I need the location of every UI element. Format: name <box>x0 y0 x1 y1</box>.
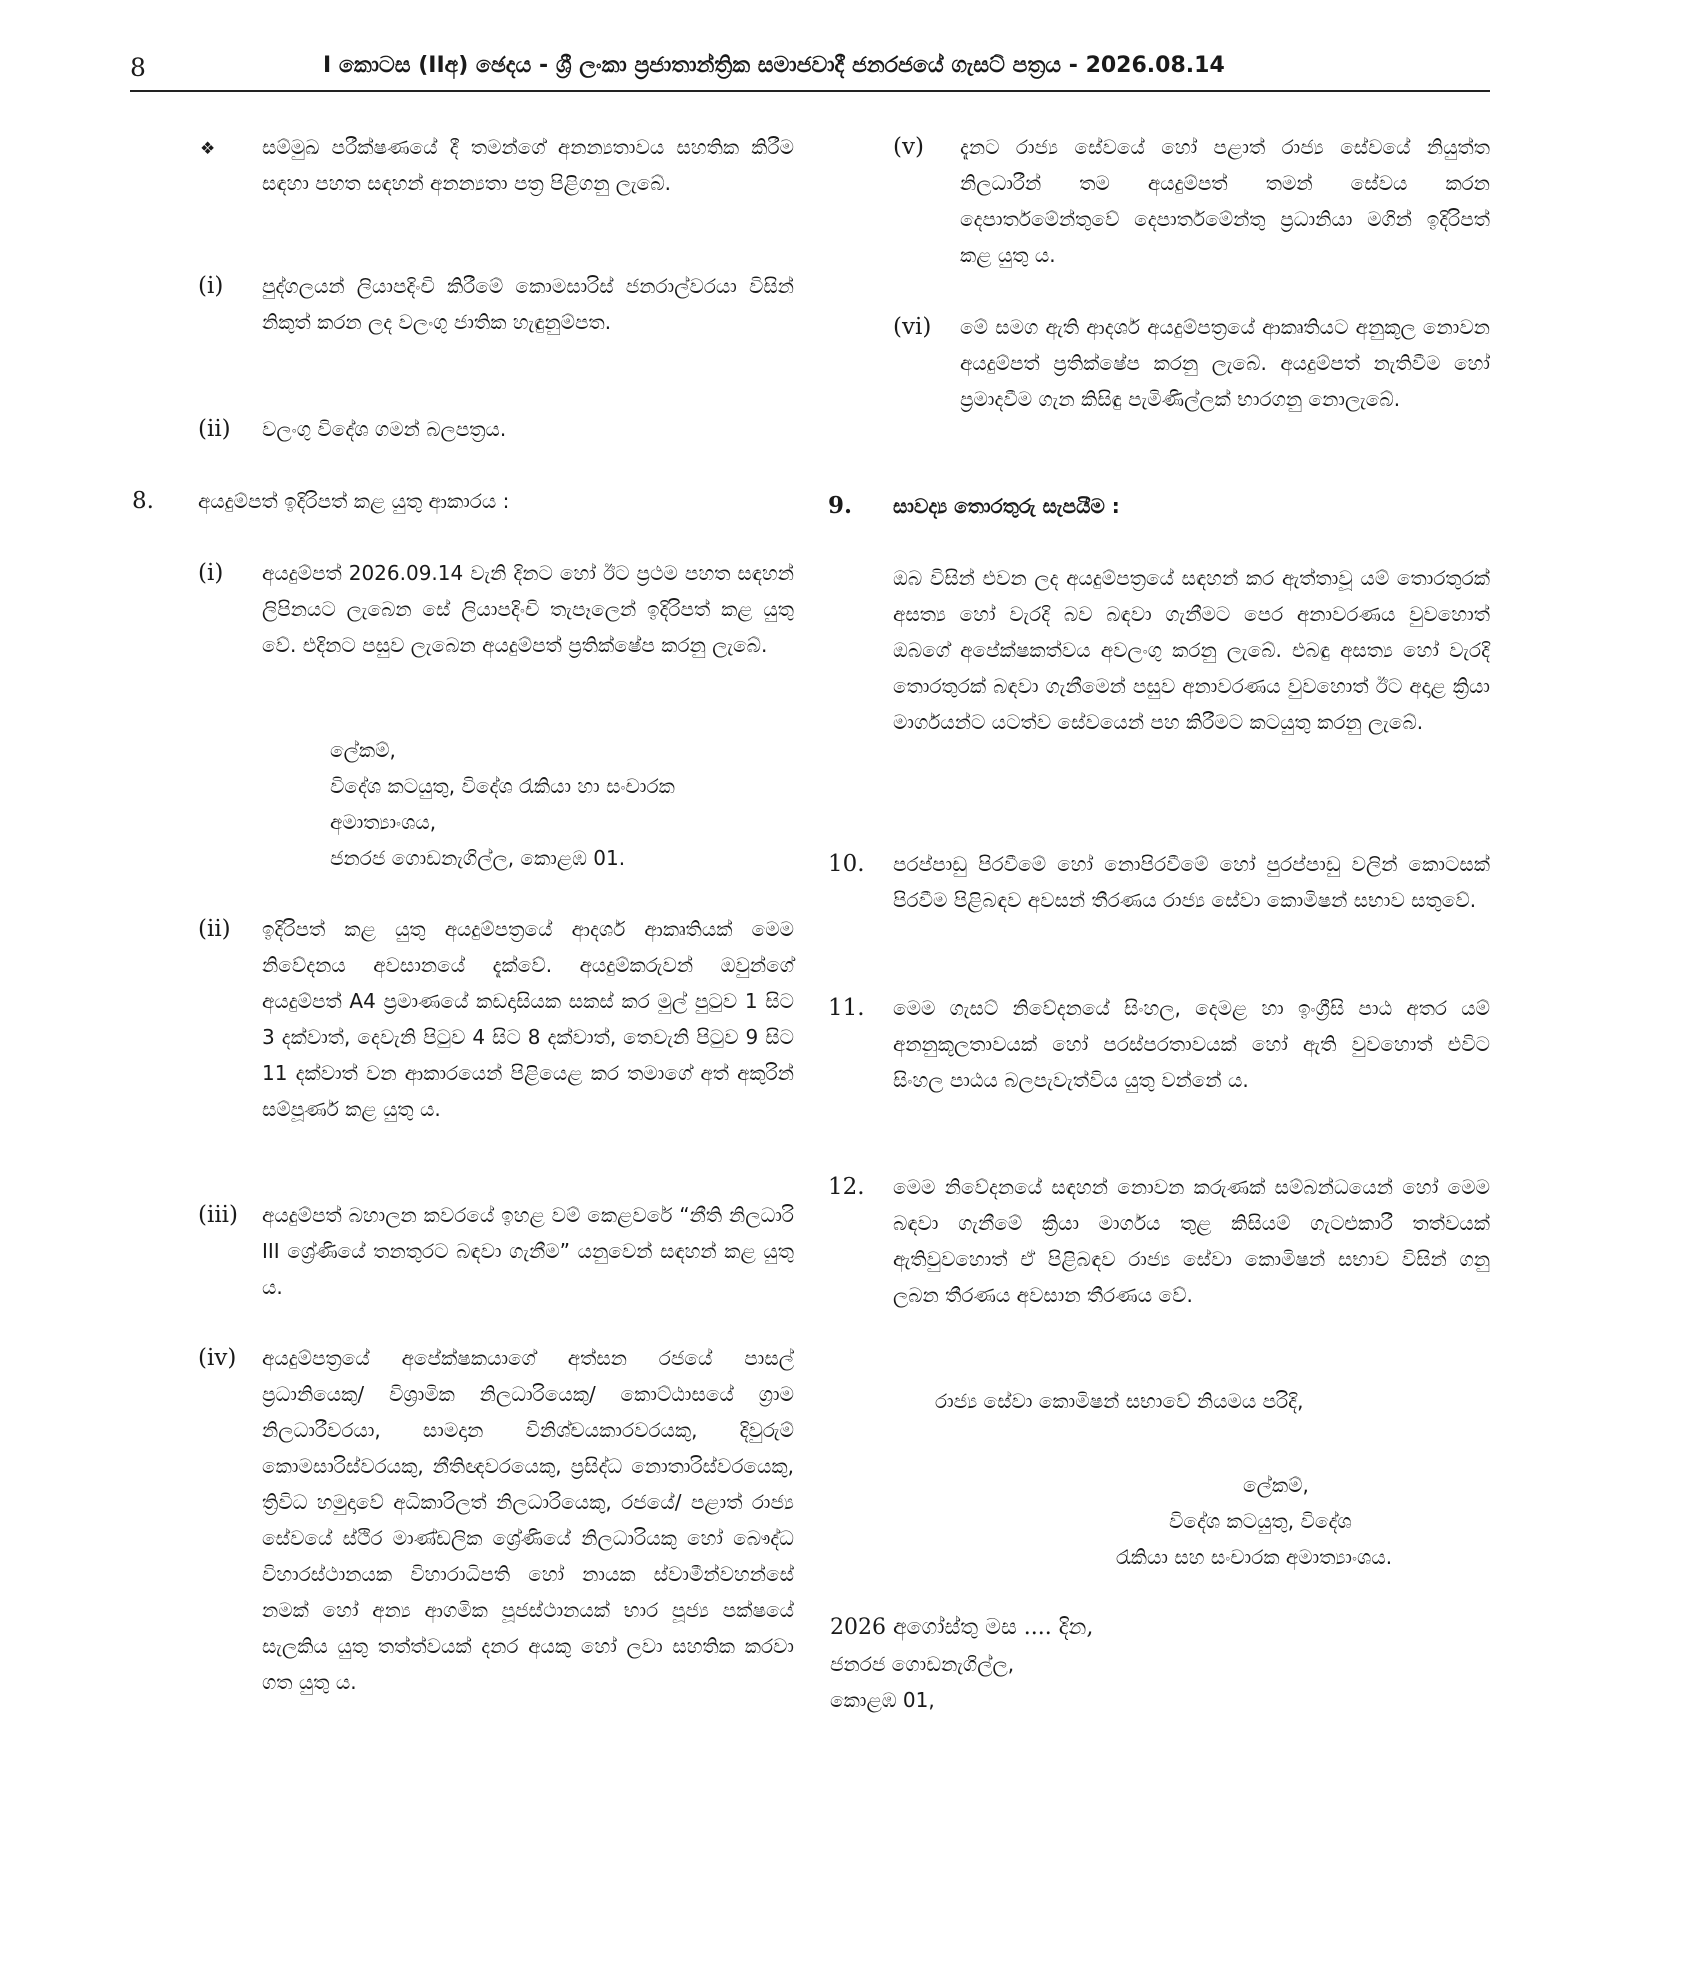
section-number: 8. <box>132 488 154 514</box>
item-text: අයදුම්පත් බහාලන කවරයේ ඉහළ වම් කෙළවරේ “නීති නිලධාරි III ශ්‍රේණියේ තනතුරට බඳවා ගැනීම” යනුවෙන් සඳහන් කළ යුතු ය. <box>262 1203 794 1299</box>
date-line: 2026 අගෝස්තු මස .... දින, <box>830 1615 1094 1640</box>
item-text: අයදුම්පත්‍රයේ අපේක්ෂකයාගේ අත්සන රජයේ පාසල් ප්‍රධානියෙකු/ විශ්‍රාමික නිලධාරියෙකු/ කොට්ඨාසයේ ග්‍රාම නිලධාරීවරයා, සාමදාන විනිශ්චයකාරවරයකු, දිවුරුම් කොමසාරිස්වරයකු, නීතිඥවරයෙකු, ප්‍රසිද්ධ නොතාරිස්වරයෙකු, ත්‍රිවිධ හමුදාවේ අධිකාරිලත් නිලධාරියෙකු, රජයේ/ පළාත් රාජ්‍ය සේවයේ ස්ථිර මාණ්ඩලික ශ්‍රේණියේ නිලධාරියකු හෝ බෞද්ධ විහාරස්ථානයක විහාරාධිපති හෝ නායක ස්වාමීන්වහන්සේ නමක් හෝ අන්‍ය ආගමික පූජස්ථානයක් භාර පූජ්‍ය පක්ෂයේ සැලකිය යුතු තත්ත්වයක් දනර අයකු හෝ ලවා සහතික කරවා ගත යුතු ය. <box>262 1346 794 1694</box>
address-line: අමාත්‍යාංශය, <box>330 810 437 834</box>
signature-line: රැකියා සහ සංචාරක අමාත්‍යාංශය. <box>1116 1545 1393 1569</box>
gazette-title: I කොටස (IIඅ) ඡෙදය - ශ්‍රී ලංකා ප්‍රජාතාන්ත්‍රික සමාජවාදී ජනරජයේ ගැසට් පත්‍රය - 2026.08.14 <box>323 53 1225 78</box>
order-line: රාජ්‍ය සේවා කොමිෂන් සභාවේ නියමය පරිදි, <box>935 1389 1304 1413</box>
section-text: මෙම නිවේදනයේ සඳහන් නොවන කරුණක් සම්බන්ධයෙන් හෝ මෙම බඳවා ගැනීමේ ක්‍රියා මාර්ගය තුළ කිසියම් ගැටළුකාරී තත්වයක් ඇතිවුවහොත් ඒ පිළිබඳව රාජ්‍ය සේවා කොමිෂන් සභාව විසින් ගනු ලබන තීරණය අවසාන තීරණය වේ. <box>893 1175 1490 1307</box>
id-doc-marker: (ii) <box>198 416 231 442</box>
item-text: දැනට රාජ්‍ය සේවයේ හෝ පළාත් රාජ්‍ය සේවයේ නියුත්ත නිලධාරීන් තම අයදුම්පත් තමන් සේවය කරන දෙපාර්තමේන්තුවේ දෙපාර්තමේන්තු ප්‍රධානියා මගින් ඉදිරිපත් කළ යුතු ය. <box>960 135 1490 267</box>
id-doc-marker: (i) <box>198 273 224 299</box>
id-doc-text: පුද්ගලයන් ලියාපදිංචි කිරීමේ කොමසාරිස් ජනරාල්වරයා විසින් නිකුත් කරන ලද වලංගු ජාතික හැඳුනුම්පත. <box>262 274 794 334</box>
item-text: ඉදිරිපත් කළ යුතු අයදුම්පත්‍රයේ ආදර්ශ ආකෘතියක් මෙම නිවේදනය අවසානයේ දැක්වේ. අයදුම්කරුවන් ඔවුන්ගේ අයදුම්පත් A4 ප්‍රමාණයේ කඩදාසියක සකස් කර මුල් පුටුව 1 සිට 3 දක්වාත්, දෙවැනි පිටුව 4 සිට 8 දක්වාත්, තෙවැනි පිටුව 9 සිට 11 දක්වාත් වන ආකාරයෙන් පිළියෙළ කර තමාගේ අත් අකුරින් සම්පූර්ණ කළ යුතු ය. <box>262 917 794 1121</box>
page-header <box>130 53 1490 93</box>
item-marker: (i) <box>198 560 224 586</box>
section-number: 11. <box>828 995 865 1021</box>
place-line: ජනරජ ගොඩනැගිල්ල, <box>830 1652 1015 1676</box>
item-text: මේ සමග ඇති ආදර්ශ අයදුම්පත්‍රයේ ආකෘතියට අනුකූල නොවන අයදුම්පත් ප්‍රතික්ෂේප කරනු ලැබේ. අයදුම්පත් නැතිවීම හෝ ප්‍රමාදවීම ගැන කිසිඳු පැමිණිල්ලක් භාරගනු නොලැබේ. <box>960 315 1490 411</box>
header-rule <box>130 90 1490 92</box>
signature-line: විදේශ කටයුතු, විදේශ <box>1169 1509 1352 1533</box>
section-text: මෙම ගැසට් නිවේදනයේ සිංහල, දෙමළ හා ඉංග්‍රීසි පාඨ අතර යම් අනනුකූලතාවයක් හෝ පරස්පරතාවයක් හෝ ඇති වුවහොත් එවිට සිංහල පාඨය බලපැවැත්විය යුතු වන්නේ ය. <box>893 996 1490 1092</box>
address-line: ජනරජ ගොඩනැගිල්ල, කොළඹ 01. <box>330 846 626 870</box>
id-doc-text: වලංගු විදේශ ගමන් බලපත්‍රය. <box>262 417 507 441</box>
address-line: විදේශ කටයුතු, විදේශ රැකියා හා සංචාරක <box>330 774 675 798</box>
item-marker: (ii) <box>198 916 231 942</box>
item-marker: (iii) <box>198 1202 239 1228</box>
section-text: පරප්පාඩු පිරවීමේ හෝ නොපිරවීමේ හෝ පුරප්පාඩු වලින් කොටසක් පිරවීම පිළිබඳව අවසන් තීරණය රාජ්‍ය සේවා කොමිෂන් සභාව සතුවේ. <box>893 852 1490 912</box>
item-text: අයදුම්පත් 2026.09.14 වැනි දිනට හෝ ඊට ප්‍රථම පහත සඳහන් ලිපිනයට ලැබෙන සේ ලියාපදිංචි තැපෑලෙන් ඉදිරිපත් කළ යුතු වේ. එදිනට පසුව ලැබෙන අයදුම්පත් ප්‍රතික්ෂේප කරනු ලැබේ. <box>262 561 794 657</box>
item-marker: (iv) <box>198 1345 237 1371</box>
page-number: 8 <box>130 53 146 82</box>
section-heading: අයදුම්පත් ඉදිරිපත් කළ යුතු ආකාරය : <box>198 489 510 513</box>
section-number: 9. <box>828 492 853 519</box>
signature-line: ලේකම්, <box>1243 1473 1309 1497</box>
section-number: 12. <box>828 1174 865 1200</box>
item-marker: (vi) <box>893 314 932 340</box>
section-heading: සාවද්‍ය තොරතුරු සැපයීම : <box>893 494 1120 518</box>
place-line: කොළඹ 01, <box>830 1688 935 1712</box>
id-intro-text: සම්මුඛ පරීක්ෂණයේ දී තමන්ගේ අනන්‍යතාවය සහතික කිරීම සඳහා පහත සඳහන් අනන්‍යතා පත්‍ර පිළිගනු ලැබේ. <box>262 135 794 195</box>
section-text: ඔබ විසින් එවන ලද අයදුම්පත්‍රයේ සඳහන් කර ඇත්තාවූ යම් තොරතුරක් අසත්‍ය හෝ වැරදි බව බඳවා ගැනීමට පෙර අනාවරණය වුවහොත් ඔබගේ අපේක්ෂකත්වය අවලංගු කරනු ලැබේ. එබඳු අසත්‍ය හෝ වැරදි තොරතුරක් බඳවා ගැනීමෙන් පසුව අනාවරණය වුවහොත් ඊට අදාළ ක්‍රියා මාර්ගයන්ට යටත්ව සේවයෙන් පහ කිරීමට කටයුතු කරනු ලැබේ. <box>893 566 1490 734</box>
item-marker: (v) <box>893 134 924 160</box>
section-number: 10. <box>828 851 865 877</box>
address-line: ලේකම්, <box>330 738 396 762</box>
bullet-icon: ❖ <box>200 139 216 159</box>
